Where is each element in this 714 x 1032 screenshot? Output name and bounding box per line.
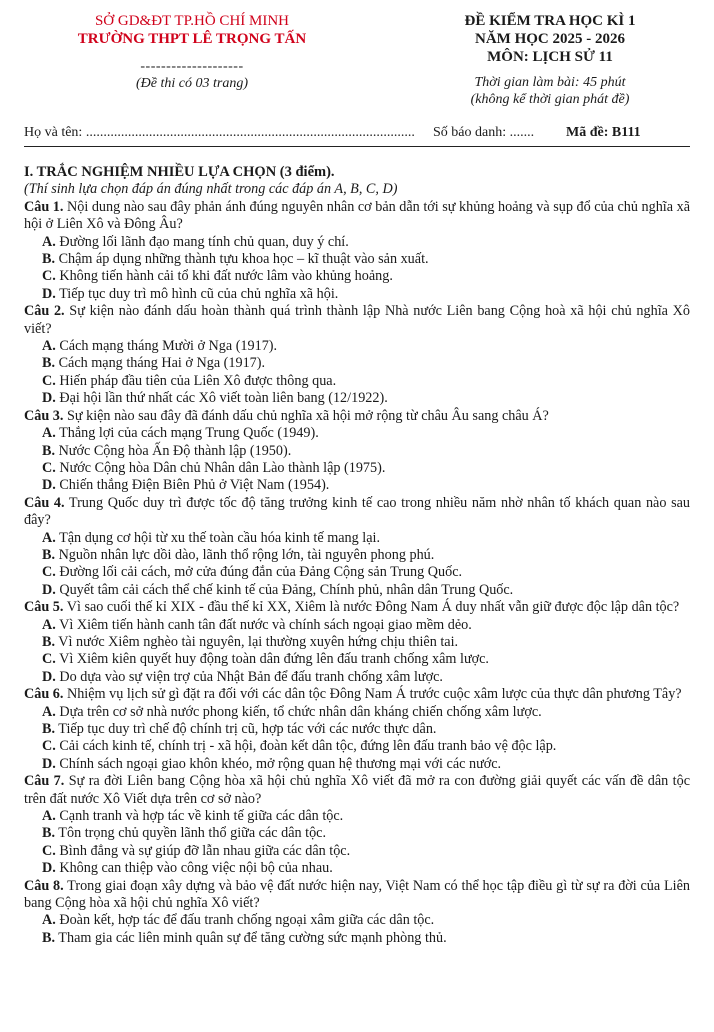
pages-note: (Đề thi có 03 trang) [136,76,248,91]
exam-content [24,160,690,947]
question-text: Sự kiện nào đánh dấu hoàn thành quá trình thành lập Nhà nước Liên bang Cộng hoà xã hội chủ nghĩa Xô viết? [24,303,690,337]
option-text: Chậm áp dụng những thành tựu khoa học – kĩ thuật vào sản xuất. [55,251,429,268]
answer-option[interactable] [24,443,690,460]
option-letter: B. [42,825,56,842]
option-letter: D. [42,860,56,877]
answer-option[interactable] [24,530,690,547]
answer-option[interactable] [24,930,690,947]
answer-option[interactable] [24,704,690,721]
question-6 [24,686,690,703]
question-label: Câu 3. [24,407,64,424]
option-letter: B. [42,251,56,268]
answer-option[interactable] [24,460,690,477]
question-text: Trong giai đoạn xây dựng và bảo vệ đất nước hiện nay, Việt Nam có thể học tập điều gì từ sự ra đời của Liên bang Cộng hòa xã hội chủ nghĩa Xô viết? [24,877,690,912]
option-text: Đại hội lần thứ nhất các Xô viết toàn liên bang (12/1922). [55,390,388,407]
question-5 [24,599,690,616]
option-letter: B. [42,442,56,459]
option-letter: B. [42,546,56,563]
question-label: Câu 7. [24,773,65,790]
exam-subject: MÔN: LỊCH SỬ 11 [487,49,613,65]
question-text: Sự kiện nào sau đây đã đánh dấu chủ nghĩa xã hội mở rộng từ châu Âu sang châu Á? [63,407,549,424]
student-name-label: Họ và tên: [24,125,86,140]
option-letter: D. [42,477,56,494]
option-letter: A. [42,703,56,720]
option-text: Chính sách ngoại giao khôn khéo, mở rộng quan hệ thương mại với các nước. [55,755,502,772]
option-text: Do dựa vào sự viện trợ của Nhật Bản để đấu tranh chống xâm lược. [55,668,443,685]
answer-option[interactable] [24,651,690,668]
option-letter: D. [42,755,56,772]
option-text: Tiếp tục duy trì chế độ chính trị cũ, hợp tác với các nước thực dân. [55,721,437,737]
question-text: Vì sao cuối thế kỉ XIX - đầu thế kỉ XX, Xiêm là nước Đông Nam Á duy nhất vẫn giữ được độc lập dân tộc? [63,599,680,616]
option-text: Dựa trên cơ sở nhà nước phong kiến, tổ chức nhân dân kháng chiến chống xâm lược. [55,703,542,720]
option-letter: D. [42,390,56,407]
option-text: Cải cách kinh tế, chính trị - xã hội, đoàn kết dân tộc, đứng lên đấu tranh bảo vệ độc lập. [55,738,557,755]
question-7 [24,773,690,808]
header-divider-dashes: -------------------- [140,59,244,74]
option-text: Đường lối lãnh đạo mang tính chủ quan, duy ý chí. [55,233,349,250]
option-text: Nước Cộng hòa Dân chủ Nhân dân Lào thành lập (1975). [55,459,386,476]
option-text: Bình đẳng và sự giúp đỡ lẫn nhau giữa các dân tộc. [55,842,351,859]
answer-option[interactable] [24,721,690,738]
question-label: Câu 2. [24,303,65,320]
option-text: Cách mạng tháng Mười ở Nga (1917). [55,338,278,355]
header-left [24,12,360,93]
question-label: Câu 5. [24,599,64,616]
exam-title: ĐỀ KIỂM TRA HỌC KÌ 1 [464,13,636,29]
question-2 [24,303,690,338]
exam-code: Mã đề: B111 [566,125,641,140]
option-letter: C. [42,738,56,755]
question-1 [24,199,690,234]
option-text: Tiếp tục duy trì mô hình cũ của chủ nghĩa xã hội. [55,285,339,302]
answer-option[interactable] [24,825,690,842]
option-text: Không tiến hành cải tổ khi đất nước lâm vào khủng hoảng. [55,268,393,285]
option-text: Không can thiệp vào công việc nội bộ của nhau. [55,860,333,877]
school-name: TRƯỜNG THPT LÊ TRỌNG TẤN [77,31,307,47]
option-letter: D. [42,668,56,685]
option-text: Đoàn kết, hợp tác để đấu tranh chống ngoại xâm giữa các dân tộc. [55,912,435,929]
option-letter: C. [42,564,56,581]
question-label: Câu 4. [24,494,65,511]
option-letter: A. [42,616,56,633]
option-letter: B. [42,633,56,650]
answer-option[interactable] [24,234,690,251]
answer-option[interactable] [24,251,690,268]
exam-time-note: (không kể thời gian phát đề) [470,92,630,107]
option-letter: C. [42,651,56,668]
option-letter: D. [42,581,56,598]
option-text: Nguồn nhân lực dồi dào, lãnh thổ rộng lớn, tài nguyên phong phú. [55,546,435,563]
answer-option[interactable] [24,477,690,494]
question-label: Câu 8. [24,877,64,894]
exam-time: Thời gian làm bài: 45 phút [474,75,626,90]
answer-option[interactable] [24,669,690,686]
answer-option[interactable] [24,390,690,407]
header-right [400,12,700,109]
answer-option[interactable] [24,582,690,599]
question-label: Câu 1. [24,198,64,215]
option-letter: A. [42,808,56,825]
answer-option[interactable] [24,286,690,303]
question-text: Sự ra đời Liên bang Cộng hòa xã hội chủ nghĩa Xô viết đã mở ra con đường giải quyết các vấn đề dân tộc trên đất nước Xô Viết dựa trên cơ sở nào? [24,773,691,807]
option-letter: B. [42,929,56,946]
student-info-row [24,124,690,142]
option-text: Vì nước Xiêm nghèo tài nguyên, lại thường xuyên hứng chịu thiên tai. [55,633,459,650]
option-letter: B. [42,721,56,737]
option-text: Chiến thắng Điện Biên Phủ ở Việt Nam (1954). [55,477,330,494]
option-letter: A. [42,529,56,546]
option-text: Cách mạng tháng Hai ở Nga (1917). [55,355,266,372]
student-id-field[interactable]: Số báo danh: ....... [433,125,535,140]
answer-option[interactable] [24,808,690,825]
student-name-field[interactable]: .............................................................................................. [85,125,415,140]
option-letter: C. [42,372,56,389]
question-text: Trung Quốc duy trì được tốc độ tăng trưởng kinh tế cao trong nhiều năm nhờ nhân tố khách quan nào sau đây? [24,494,690,529]
option-text: Đường lối cải cách, mở cửa đúng đắn của Đảng Cộng sản Trung Quốc. [55,564,463,581]
question-8 [24,878,690,913]
section-instruction: (Thí sinh lựa chọn đáp án đúng nhất trong các đáp án A, B, C, D) [24,181,398,198]
answer-option[interactable] [24,912,690,929]
answer-option[interactable] [24,756,690,773]
question-list [24,199,690,947]
option-text: Tham gia các liên minh quân sự để tăng cường sức mạnh phòng thủ. [55,929,447,946]
option-text: Cạnh tranh và hợp tác về kinh tế giữa các dân tộc. [55,808,344,825]
option-letter: A. [42,338,56,355]
option-letter: A. [42,912,56,929]
option-letter: C. [42,459,56,476]
option-letter: A. [42,425,56,442]
question-text: Nhiệm vụ lịch sử gì đặt ra đối với các dân tộc Đông Nam Á trước cuộc xâm lược của thực dân phương Tây? [63,686,682,703]
question-4 [24,495,690,530]
header-rule [24,146,690,147]
answer-option[interactable] [24,268,690,285]
answer-option[interactable] [24,338,690,355]
option-text: Hiến pháp đầu tiên của Liên Xô được thông qua. [55,372,337,389]
option-letter: A. [42,233,56,250]
answer-option[interactable] [24,738,690,755]
option-letter: B. [42,355,56,372]
option-letter: C. [42,842,56,859]
section-title: I. TRẮC NGHIỆM NHIỀU LỰA CHỌN (3 điểm). [24,164,335,180]
option-text: Thắng lợi của cách mạng Trung Quốc (1949). [55,425,319,442]
option-text: Vì Xiêm kiên quyết huy động toàn dân đứng lên đấu tranh chống xâm lược. [55,651,489,668]
answer-option[interactable] [24,425,690,442]
school-year: NĂM HỌC 2025 - 2026 [475,31,625,47]
answer-option[interactable] [24,860,690,877]
question-label: Câu 6. [24,686,64,703]
answer-option[interactable] [24,843,690,860]
answer-option[interactable] [24,634,690,651]
option-text: Nước Cộng hòa Ấn Độ thành lập (1950). [55,442,292,459]
option-letter: C. [42,268,56,285]
option-letter: D. [42,285,56,302]
option-text: Tôn trọng chủ quyền lãnh thổ giữa các dân tộc. [55,825,327,842]
department-name: SỞ GD&ĐT TP.HỒ CHÍ MINH [94,13,290,29]
answer-option[interactable] [24,355,690,372]
option-text: Vì Xiêm tiến hành canh tân đất nước và chính sách ngoại giao mềm dẻo. [55,616,472,633]
answer-option[interactable] [24,373,690,390]
option-text: Quyết tâm cải cách thể chế kinh tế của Đảng, Chính phủ, nhân dân Trung Quốc. [55,581,514,598]
question-text: Nội dung nào sau đây phản ánh đúng nguyên nhân cơ bản dẫn tới sự khủng hoảng và sụp đổ của chủ nghĩa xã hội ở Liên Xô và Đông Âu? [24,198,690,233]
answer-option[interactable] [24,547,690,564]
answer-option[interactable] [24,564,690,581]
question-3 [24,408,690,425]
answer-option[interactable] [24,617,690,634]
option-text: Tận dụng cơ hội từ xu thế toàn cầu hóa kinh tế mang lại. [55,529,381,546]
